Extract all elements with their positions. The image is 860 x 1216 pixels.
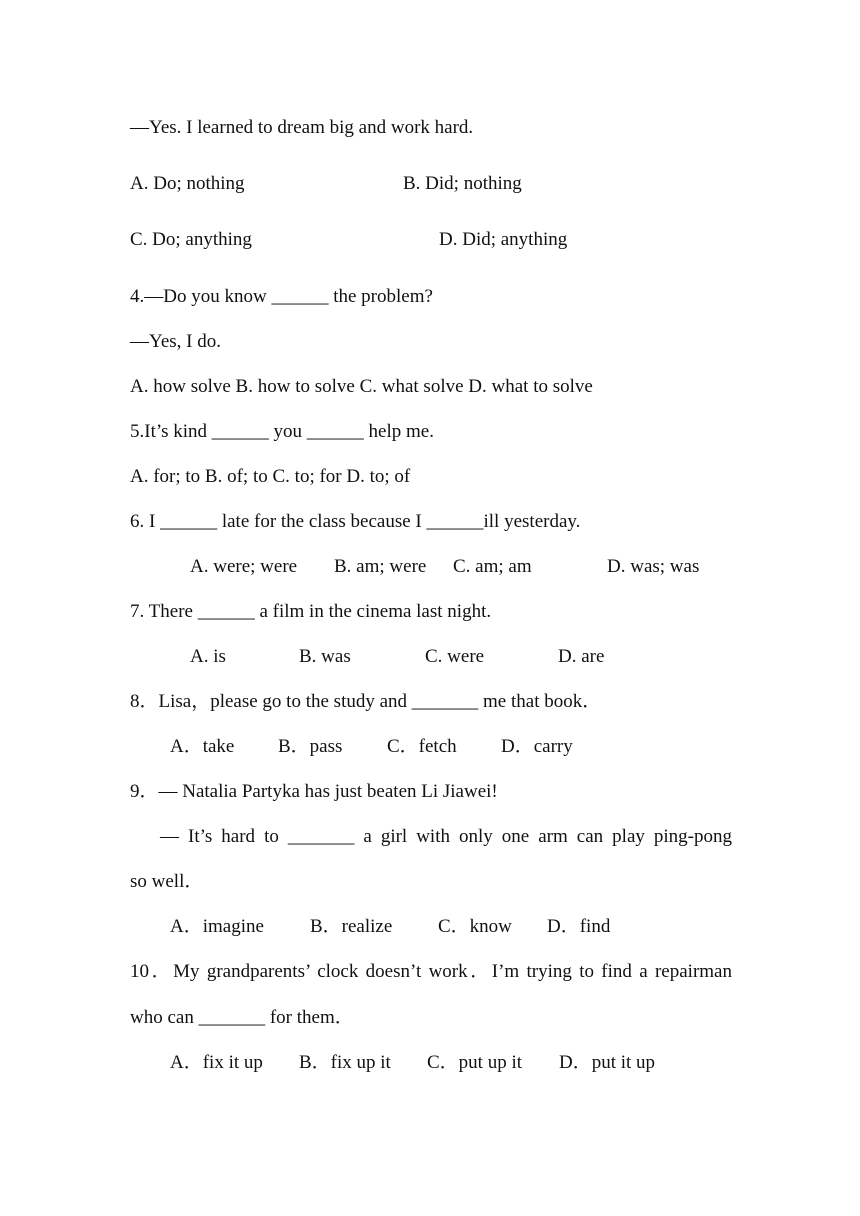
q4-answer-line: —Yes, I do. bbox=[130, 331, 221, 352]
q6-option-d: D. was; was bbox=[607, 556, 700, 577]
q10-question-line-2: who can _______ for them． bbox=[130, 1007, 354, 1028]
q9-option-b: B．realize bbox=[310, 916, 393, 937]
q8-question: 8．Lisa，please go to the study and _______ me that book． bbox=[130, 691, 602, 712]
q5-options: A. for; to B. of; to C. to; for D. to; of bbox=[130, 466, 411, 487]
q4-question: 4.—Do you know ______ the problem? bbox=[130, 286, 433, 307]
q10-question-line-1: 10．My grandparents’ clock doesn’t work．I’m trying to find a repairman bbox=[130, 961, 732, 982]
q7-question: 7. There ______ a film in the cinema last night. bbox=[130, 601, 492, 622]
q8-option-a: A．take bbox=[170, 736, 235, 757]
q8-option-d: D．carry bbox=[501, 736, 573, 757]
q3-option-a: A. Do; nothing bbox=[130, 173, 245, 194]
q3-answer-line: —Yes. I learned to dream big and work hard. bbox=[130, 117, 474, 138]
q10-option-d: D．put it up bbox=[559, 1052, 656, 1073]
q9-option-c: C．know bbox=[438, 916, 512, 937]
q7-option-b: B. was bbox=[299, 646, 351, 667]
q7-option-d: D. are bbox=[558, 646, 605, 667]
q10-option-b: B．fix up it bbox=[299, 1052, 391, 1073]
q10-option-c: C．put up it bbox=[427, 1052, 523, 1073]
q9-answer-line-2: so well． bbox=[130, 871, 204, 892]
q8-option-b: B．pass bbox=[278, 736, 343, 757]
q4-options: A. how solve B. how to solve C. what solve D. what to solve bbox=[130, 376, 593, 397]
q7-option-c: C. were bbox=[425, 646, 485, 667]
q9-question: 9．— Natalia Partyka has just beaten Li Jiawei! bbox=[130, 781, 498, 802]
q9-option-d: D．find bbox=[547, 916, 611, 937]
q3-option-b: B. Did; nothing bbox=[403, 173, 522, 194]
q6-option-b: B. am; were bbox=[334, 556, 427, 577]
q3-option-c: C. Do; anything bbox=[130, 229, 252, 250]
q7-option-a: A. is bbox=[190, 646, 226, 667]
q6-question: 6. I ______ late for the class because I ______ill yesterday. bbox=[130, 511, 581, 532]
q10-option-a: A．fix it up bbox=[170, 1052, 263, 1073]
q9-option-a: A．imagine bbox=[170, 916, 264, 937]
q6-option-c: C. am; am bbox=[453, 556, 532, 577]
q6-option-a: A. were; were bbox=[190, 556, 298, 577]
q3-option-d: D. Did; anything bbox=[439, 229, 568, 250]
q5-question: 5.It’s kind ______ you ______ help me. bbox=[130, 421, 434, 442]
q8-option-c: C．fetch bbox=[387, 736, 457, 757]
q9-answer-line-1: — It’s hard to _______ a girl with only one arm can play ping-pong bbox=[160, 826, 732, 847]
